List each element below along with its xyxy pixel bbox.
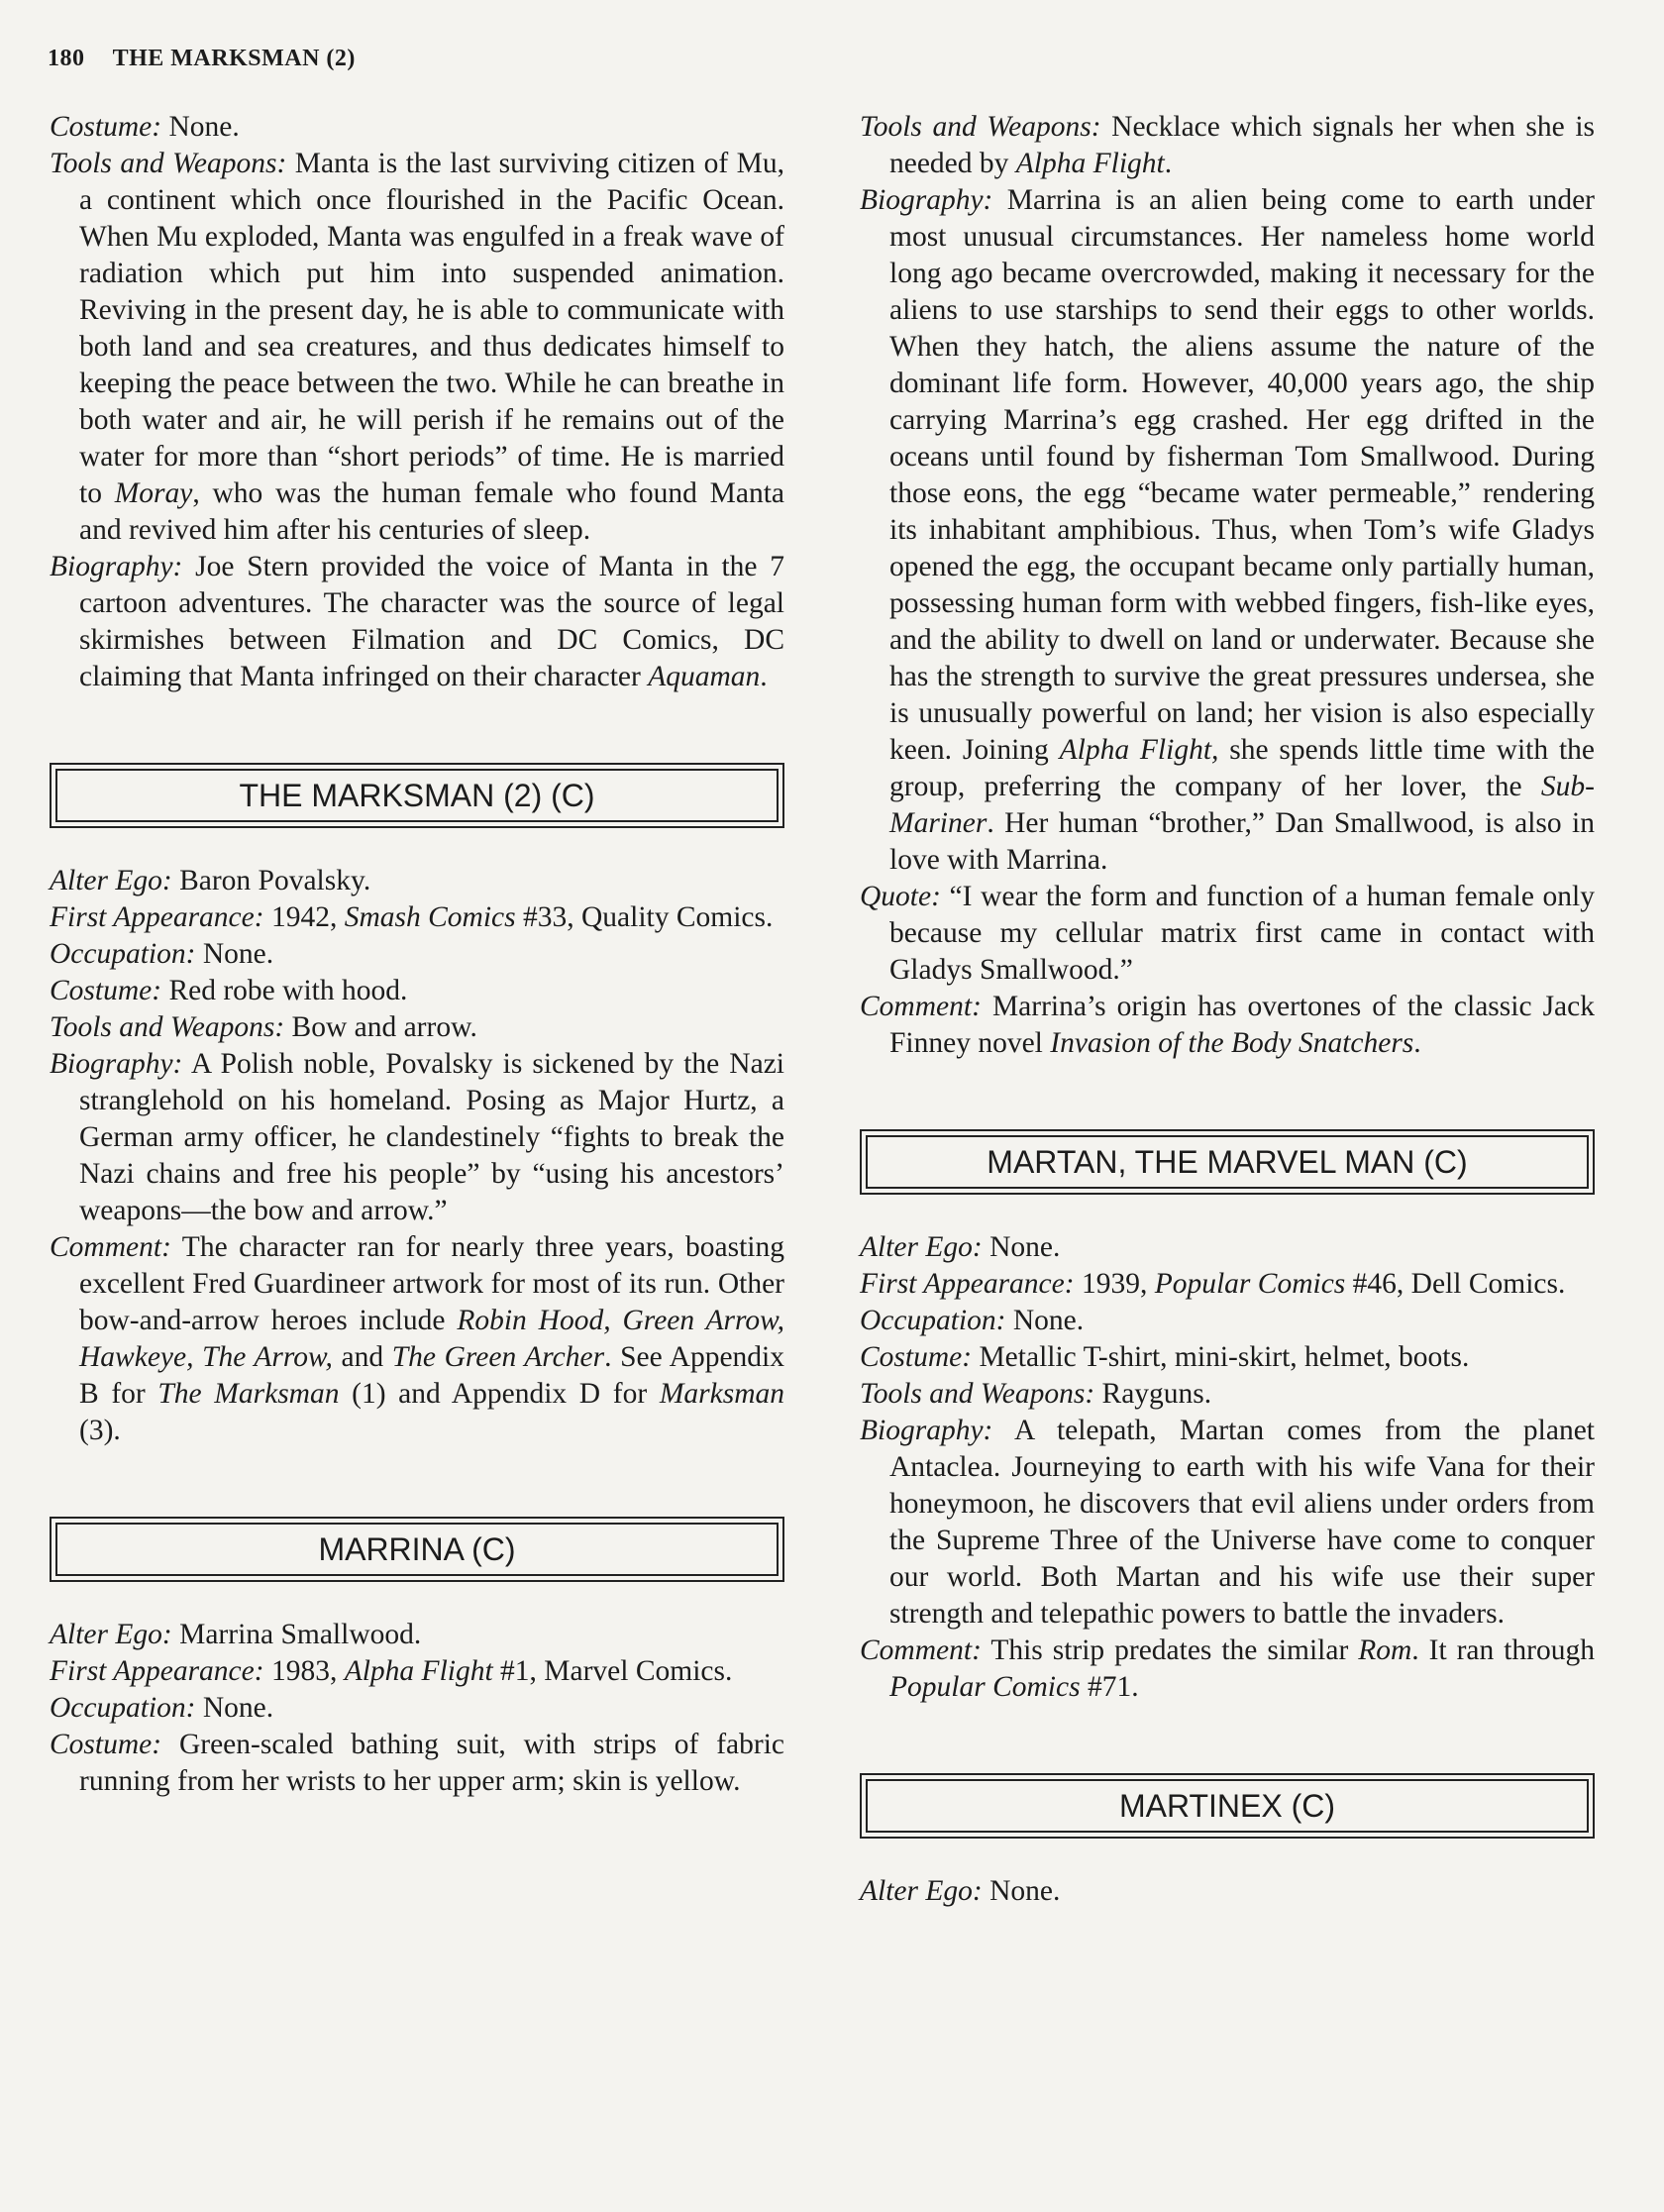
field-text: None. xyxy=(195,1692,274,1724)
entry-field xyxy=(860,1229,1595,1266)
field-text: Necklace which signals her when she is needed by xyxy=(889,111,1595,179)
field-label: First Appearance: xyxy=(50,901,264,933)
field-label: Biography: xyxy=(860,184,993,216)
right-column xyxy=(860,109,1595,1910)
field-text: 1983, xyxy=(263,1655,345,1687)
field-label: Quote: xyxy=(860,881,941,912)
field-text: The character ran for nearly three years, boasting excellent Fred Guardineer artwork for most of its run. Other bow-and-arrow heroes include xyxy=(79,1231,784,1336)
field-text: Red robe with hood. xyxy=(161,975,408,1006)
field-label: Alter Ego: xyxy=(860,1231,983,1263)
field-text: Bow and arrow. xyxy=(284,1011,477,1043)
italic-title: Rom xyxy=(1358,1634,1412,1666)
field-text: None. xyxy=(161,111,240,143)
field-text: Green-scaled bathing suit, with strips of fabric running from her wrists to her upper arm; skin is yellow. xyxy=(79,1729,784,1797)
italic-title: Popular Comics xyxy=(889,1671,1081,1703)
field-text: (3). xyxy=(79,1415,121,1446)
italic-title: Alpha Flight xyxy=(344,1655,493,1687)
entry-field xyxy=(860,879,1595,989)
field-text: None. xyxy=(195,938,274,970)
field-text: 1939, xyxy=(1074,1268,1155,1300)
left-column xyxy=(50,109,784,1800)
field-label: Costume: xyxy=(50,111,162,143)
entry-field xyxy=(860,1873,1595,1910)
field-text: . xyxy=(760,661,768,692)
field-text: #46, Dell Comics. xyxy=(1345,1268,1566,1300)
manta-entry-continued xyxy=(50,109,784,695)
entry-field xyxy=(50,1009,784,1046)
field-text: Joe Stern provided the voice of Manta in the 7 cartoon adventures. The character was the source of legal skirmishes between Filmation and DC Comics, DC claiming that Manta infringed on their character xyxy=(79,551,784,692)
martan-entry xyxy=(860,1229,1595,1706)
marksman-entry xyxy=(50,863,784,1449)
field-text: and xyxy=(332,1341,392,1373)
field-text: . Her human “brother,” Dan Smallwood, is also in love with Marrina. xyxy=(889,807,1595,876)
field-text: 1942, xyxy=(263,901,345,933)
field-text: Marrina’s origin has overtones of the classic Jack Finney novel xyxy=(889,991,1595,1059)
field-text: None. xyxy=(982,1875,1061,1907)
marrina-entry-continued xyxy=(860,109,1595,1062)
italic-title: Moray xyxy=(114,477,193,509)
italic-title: Invasion of the Body Snatchers xyxy=(1050,1027,1414,1059)
marrina-heading-box xyxy=(50,1517,784,1582)
field-label: Comment: xyxy=(50,1231,171,1263)
field-label: Comment: xyxy=(860,1634,982,1666)
field-label: First Appearance: xyxy=(860,1268,1075,1300)
field-text: . See Appendix B for xyxy=(79,1341,785,1410)
entry-field xyxy=(50,863,784,899)
italic-title: Smash Comics xyxy=(344,901,516,933)
field-text: This strip predates the similar xyxy=(981,1634,1359,1666)
field-label: Comment: xyxy=(860,991,982,1022)
entry-field xyxy=(860,1413,1595,1633)
field-label: Biography: xyxy=(50,1048,183,1080)
field-label: Tools and Weapons: xyxy=(50,148,287,179)
field-text: she spends little time with the group, preferring the company of her lover, the xyxy=(889,734,1595,802)
marrina-entry xyxy=(50,1617,784,1800)
italic-title: Alpha Flight, xyxy=(1059,734,1219,766)
field-label: Alter Ego: xyxy=(860,1875,983,1907)
entry-field xyxy=(50,899,784,936)
italic-title: Alpha Flight xyxy=(1015,148,1165,179)
entry-field xyxy=(50,146,784,549)
field-label: Biography: xyxy=(860,1415,993,1446)
field-label: Biography: xyxy=(50,551,183,582)
italic-title: Marksman xyxy=(659,1378,784,1410)
entry-field xyxy=(50,1617,784,1653)
field-text: Marrina is an alien being come to earth under most unusual circumstances. Her nameless home world long ago became overcrowded, making it necessary for the aliens to use starships to send their eggs to other worlds. When they hatch, the aliens assume the nature of the dominant life form. However, 40,000 years ago, the ship carrying Marrina’s egg crashed. Her egg drifted in the oceans until found by fisherman Tom Smallwood. During those eons, the egg “became water permeable,” rendering its inhabitant amphibious. Thus, when Tom’s wife Gladys opened the egg, the occupant became only partially human, possessing human form with webbed fingers, fish-like eyes, and the ability to dwell on land or underwater. Because she has the strength to survive the great pressures undersea, she is unusually powerful on land; her vision is also especially keen. Joining xyxy=(889,184,1595,766)
martan-heading-box xyxy=(860,1129,1595,1195)
field-text: #1, Marvel Comics. xyxy=(492,1655,733,1687)
entry-field xyxy=(860,989,1595,1062)
running-title: THE MARKSMAN (2) xyxy=(112,46,356,71)
entry-field xyxy=(50,1653,784,1690)
martinex-entry xyxy=(860,1873,1595,1910)
italic-title: Robin Hood, Green Arrow, Hawkeye, The Arrow, xyxy=(79,1305,784,1373)
italic-title: The Marksman xyxy=(157,1378,340,1410)
entry-field xyxy=(860,1266,1595,1303)
entry-field xyxy=(50,549,784,695)
field-label: Tools and Weapons: xyxy=(860,1378,1095,1410)
field-text: A telepath, Martan comes from the planet Antaclea. Journeying to earth with his wife Vana for their honeymoon, he discovers that evil aliens under orders from the Supreme Three of the Universe have come to conquer our world. Both Martan and his wife use their super strength and telepathic powers to battle the invaders. xyxy=(889,1415,1595,1630)
entry-field xyxy=(50,1690,784,1727)
entry-field xyxy=(50,109,784,146)
field-text: #71. xyxy=(1080,1671,1139,1703)
field-text: . xyxy=(1164,148,1173,179)
entry-field xyxy=(860,1303,1595,1339)
field-label: Costume: xyxy=(50,975,162,1006)
entry-field xyxy=(50,936,784,973)
field-text: , who was the human female who found Manta and revived him after his centuries of sleep. xyxy=(79,477,784,546)
field-text: . It ran through xyxy=(1411,1634,1595,1666)
entry-field xyxy=(860,1376,1595,1413)
field-label: First Appearance: xyxy=(50,1655,264,1687)
italic-title: The Green Archer xyxy=(391,1341,605,1373)
field-text: Baron Povalsky. xyxy=(171,865,371,896)
marksman-heading-box xyxy=(50,763,784,828)
field-label: Costume: xyxy=(860,1341,973,1373)
entry-field xyxy=(50,1727,784,1800)
entry-field xyxy=(860,182,1595,879)
field-text: A Polish noble, Povalsky is sickened by the Nazi stranglehold on his homeland. Posing as Major Hurtz, a German army officer, he clandestinely “fights to break the Nazi chains and free his people” by “using his ancestors’ weapons—the bow and arrow.” xyxy=(79,1048,784,1226)
field-label: Occupation: xyxy=(50,1692,196,1724)
field-label: Alter Ego: xyxy=(50,1619,172,1650)
entry-field xyxy=(860,1339,1595,1376)
italic-title: Sub-Mariner xyxy=(889,771,1595,839)
field-text: . xyxy=(1413,1027,1421,1059)
martinex-heading: MARTINEX (C) xyxy=(866,1779,1589,1833)
field-text: #33, Quality Comics. xyxy=(515,901,774,933)
marrina-heading: MARRINA (C) xyxy=(55,1523,779,1576)
field-label: Alter Ego: xyxy=(50,865,172,896)
entry-field xyxy=(50,1229,784,1449)
field-text: Manta is the last surviving citizen of Mu, a continent which once flourished in the Pacific Ocean. When Mu exploded, Manta was engulfed in a freak wave of radiation which put him into suspended animation. Reviving in the present day, he is able to communicate with both land and sea creatures, and thus dedicates himself to keeping the peace between the two. While he can breathe in both water and air, he will perish if he remains out of the water for more than “short periods” of time. He is married to xyxy=(79,148,785,509)
field-text: “I wear the form and function of a human female only because my cellular matrix first came in contact with Gladys Smallwood.” xyxy=(889,881,1595,986)
field-text: None. xyxy=(1005,1305,1085,1336)
field-label: Tools and Weapons: xyxy=(860,111,1101,143)
martinex-heading-box xyxy=(860,1773,1595,1839)
field-text: Marrina Smallwood. xyxy=(171,1619,422,1650)
martan-heading: MARTAN, THE MARVEL MAN (C) xyxy=(866,1135,1589,1189)
field-text: (1) and Appendix D for xyxy=(339,1378,660,1410)
italic-title: Aquaman xyxy=(648,661,761,692)
running-head xyxy=(48,46,356,72)
italic-title: Popular Comics xyxy=(1154,1268,1346,1300)
field-label: Occupation: xyxy=(50,938,196,970)
entry-field xyxy=(50,1046,784,1229)
field-text: Metallic T-shirt, mini-skirt, helmet, boots. xyxy=(972,1341,1470,1373)
field-label: Tools and Weapons: xyxy=(50,1011,285,1043)
entry-field xyxy=(860,109,1595,182)
marksman-heading: THE MARKSMAN (2) (C) xyxy=(55,769,779,822)
field-label: Costume: xyxy=(50,1729,162,1760)
field-text: Rayguns. xyxy=(1094,1378,1212,1410)
field-text: None. xyxy=(982,1231,1061,1263)
entry-field xyxy=(860,1633,1595,1706)
page-number: 180 xyxy=(48,46,85,71)
entry-field xyxy=(50,973,784,1009)
field-label: Occupation: xyxy=(860,1305,1006,1336)
